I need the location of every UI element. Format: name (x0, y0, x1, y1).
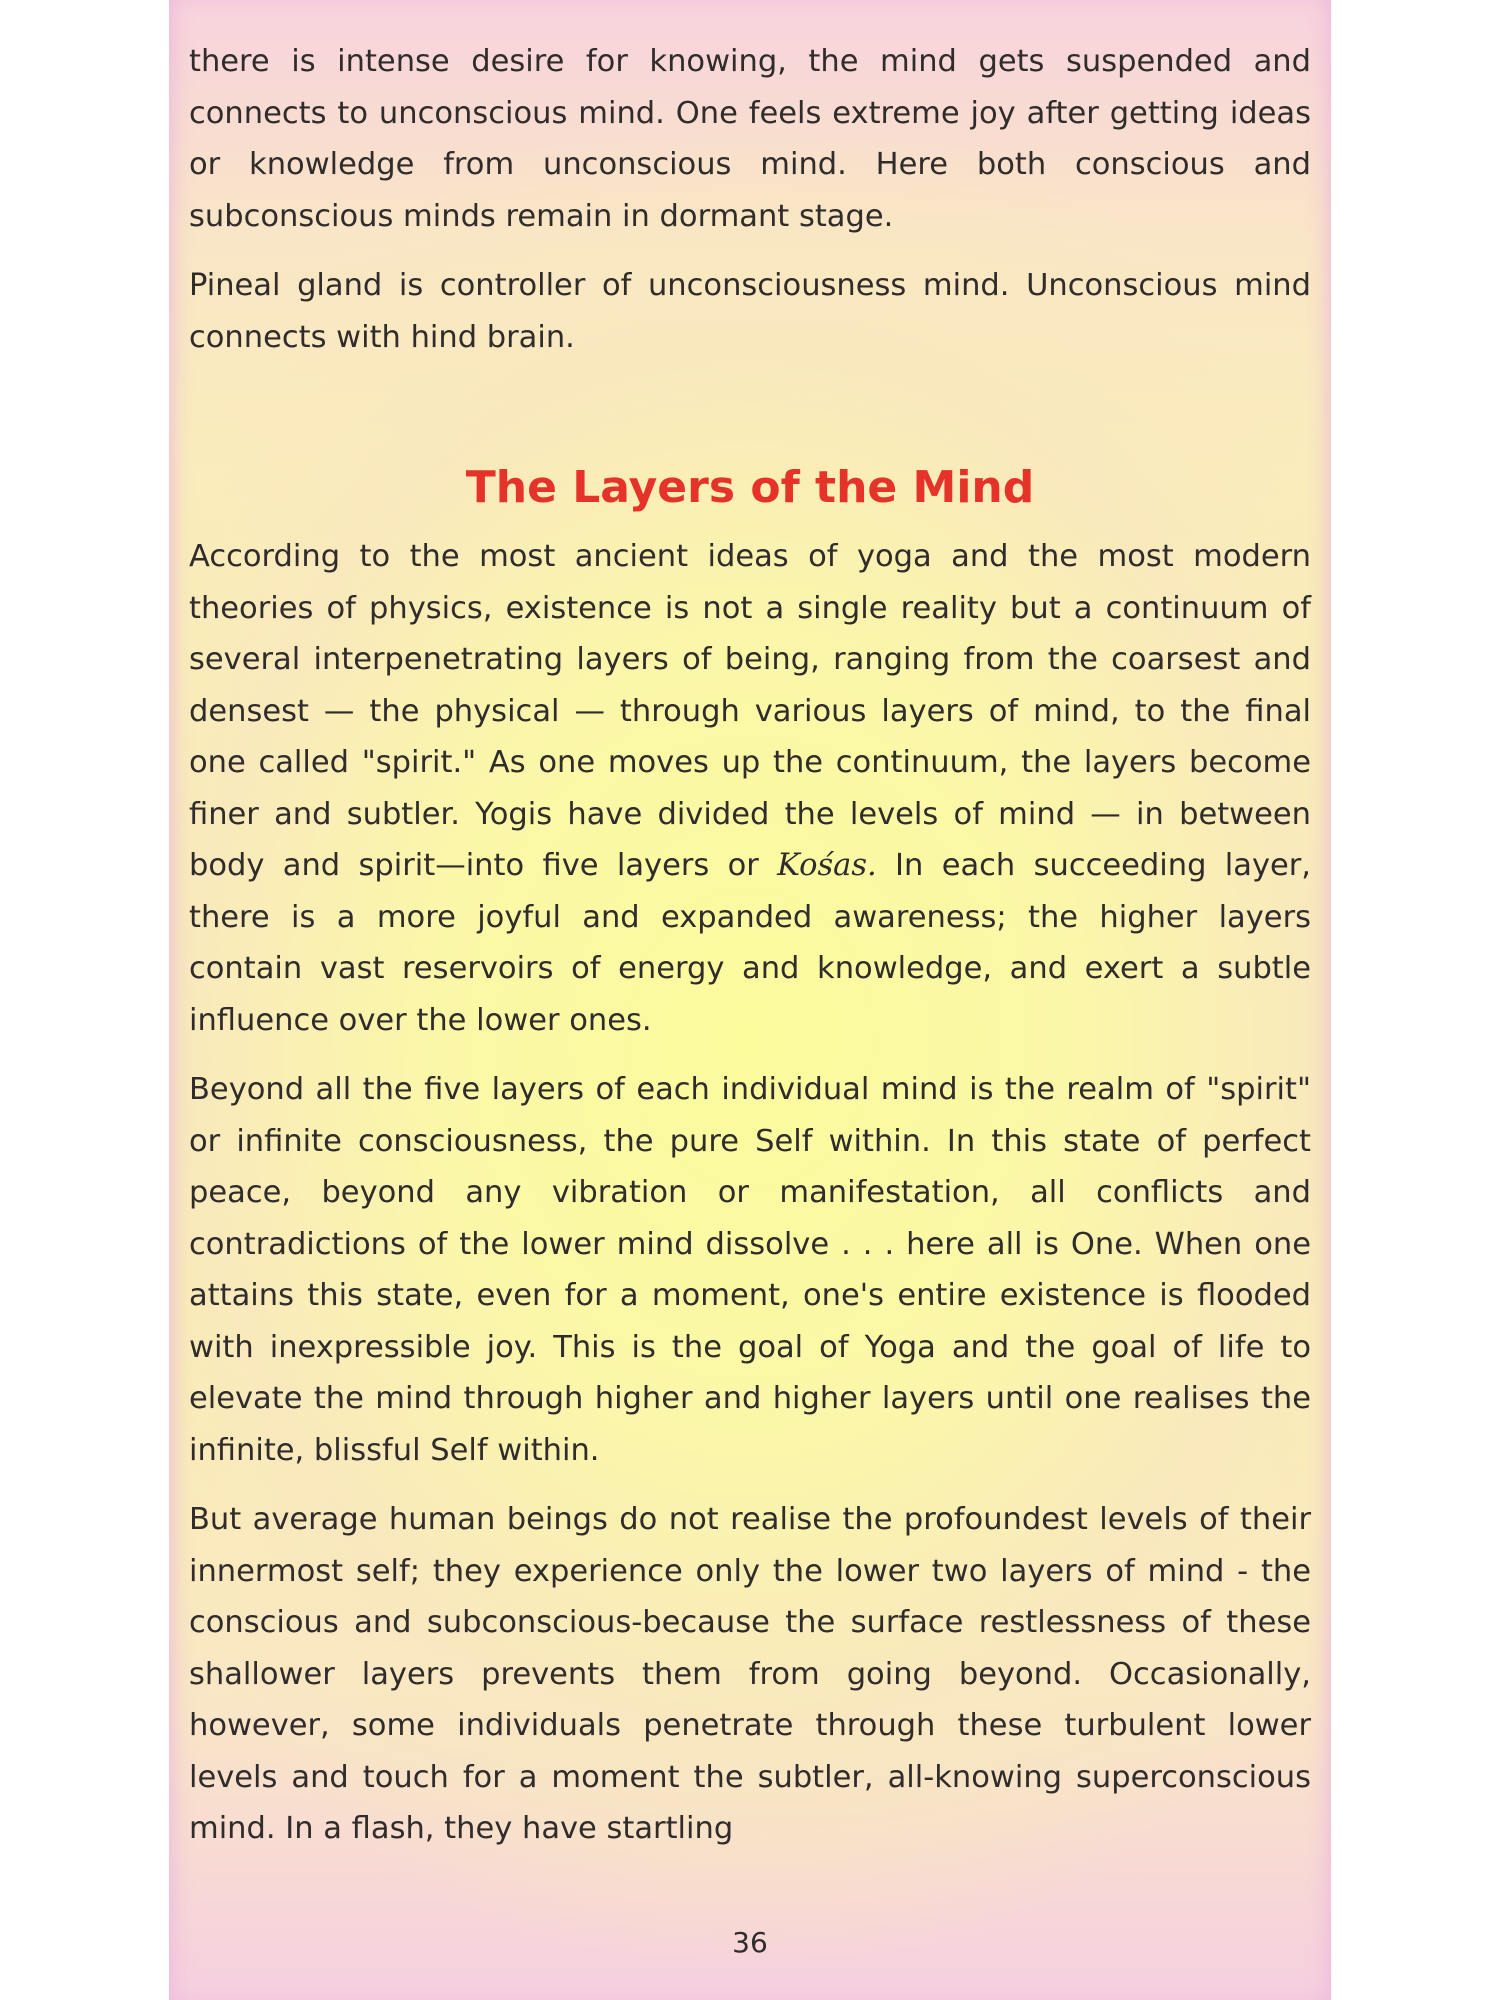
page-number: 36 (732, 1926, 768, 1959)
intro-paragraph-2: Pineal gland is controller of unconsciousness mind. Unconscious mind connects with hind brain. (189, 268, 1311, 355)
page-content (189, 36, 1311, 1873)
body-paragraph-1 (189, 531, 1311, 1046)
kosas-term: Kośas. (777, 848, 877, 883)
body-paragraph-3: But average human beings do not realise the profoundest levels of their innermost self; they experience only the lower two layers of mind - the conscious and subconscious-because the surface restlessness of these shallower layers prevents them from going beyond. Occasionally, however, some individuals penetrate through these turbulent lower levels and touch for a moment the subtler, all-knowing superconscious mind. In a flash, they have startling (189, 1502, 1311, 1846)
paragraph-1-text-b: In each succeeding layer, there is a more joyful and expanded awareness; the higher layers contain vast reservoirs of energy and knowledge, and exert a subtle influence over the lower ones. (189, 848, 1311, 1038)
body-paragraph-2: Beyond all the five layers of each individual mind is the realm of "spirit" or infinite consciousness, the pure Self within. In this state of perfect peace, beyond any vibration or manifestation, all conflicts and contradictions of the lower mind dissolve . . . here all is One. When one attains this state, even for a moment, one's entire existence is flooded with inexpressible joy. This is the goal of Yoga and the goal of life to elevate the mind through higher and higher layers until one realises the infinite, blissful Self within. (189, 1072, 1311, 1468)
intro-paragraph-1: there is intense desire for knowing, the mind gets suspended and connects to unconscious mind. One feels extreme joy after getting ideas or knowledge from unconscious mind. Here both conscious and subconscious minds remain in dormant stage. (189, 44, 1311, 234)
section-spacer (189, 381, 1311, 459)
paragraph-1-text-a: According to the most ancient ideas of yoga and the most modern theories of physics, existence is not a single reality but a continuum of several interpenetrating layers of being, ranging from the coarsest and densest — the physical — through various layers of mind, to the final one called "spirit." As one moves up the continuum, the layers become finer and subtler. Yogis have divided the levels of mind — in between body and spirit—into five layers or (189, 539, 1311, 883)
section-title: The Layers of the Mind (465, 462, 1035, 513)
book-page (169, 0, 1331, 2000)
